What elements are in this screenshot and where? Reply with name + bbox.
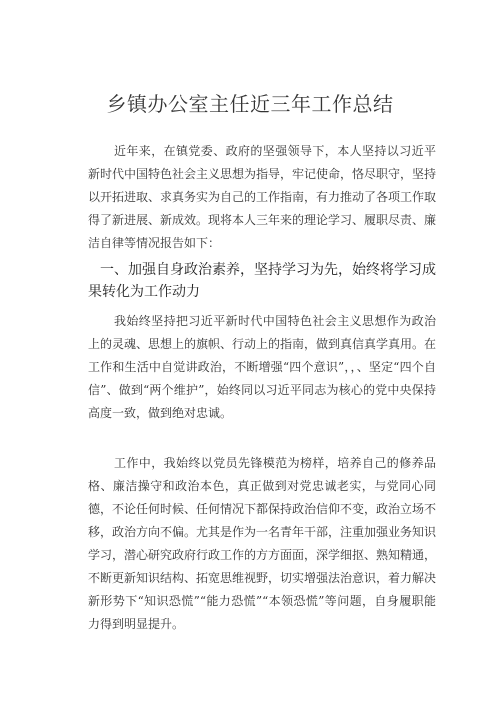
section-paragraph-2: 工作中，我始终以党员先锋模范为榜样，培养自己的修养品格、廉洁操守和政治本色，真正做到对党忠诚老实，与党同心同德，不论任何时候、任何情况下都保持政治信仰不变，政治立场不移，政治方向不偏。尤其是作为一名青年干部，注重加强业务知识学习，潜心研究政府行政工作的方方面面，深学细抠、熟知精通，不断更新知识结构、拓宽思维视野，切实增强法治意识，着力解决新形势下“知识恐慌”“能力恐慌”“本领恐慌”等问题，自身履职能力得到明显提升。 <box>88 456 437 631</box>
section-heading-text: 一、加强自身政治素养，坚持学习为先，始终将学习成果转化为工作动力 <box>88 262 436 300</box>
document-title: 乡镇办公室主任近三年工作总结 <box>106 92 394 116</box>
section-paragraph-1: 我始终坚持把习近平新时代中国特色社会主义思想作为政治上的灵魂、思想上的旗帜、行动上的指南，做到真信真学真用。在工作和生活中自觉讲政治，不断增强“四个意识”，，、坚定“四个自信”、做到“两个维护”，始终同以习近平同志为核心的党中央保持高度一致，做到绝对忠诚。 <box>88 314 437 420</box>
intro-paragraph: 近年来，在镇党委、政府的坚强领导下，本人坚持以习近平新时代中国特色社会主义思想为指导，牢记使命，恪尽职守，坚持以开拓进取、求真务实为自己的工作指南，有力推动了各项工作取得了新进展、新成效。现将本人三年来的理论学习、履职尽责、廉洁自律等情况报告如下： <box>88 144 437 250</box>
section-heading <box>88 259 438 303</box>
